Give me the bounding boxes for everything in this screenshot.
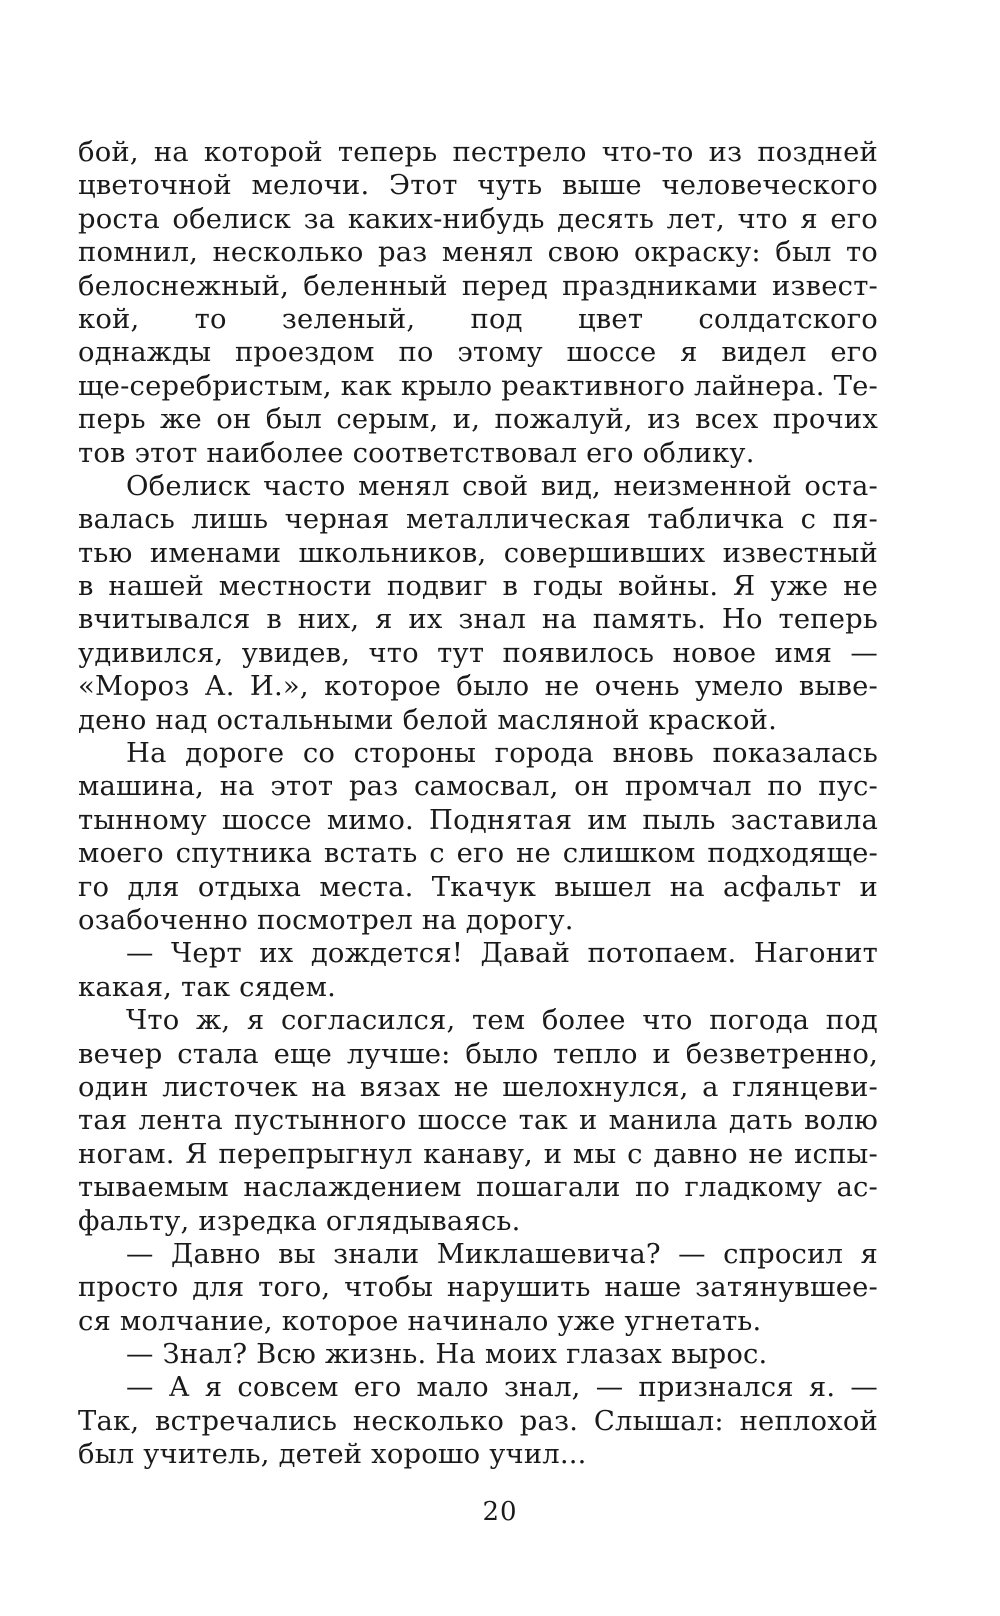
text-line: машина, на этот раз самосвал, он промчал по пус- [78, 771, 878, 803]
text-line: фальту, изредка оглядываясь. [78, 1205, 521, 1237]
text-line: помнил, несколько раз менял свою окраску: был то [78, 237, 878, 269]
text-line: просто для того, чтобы нарушить наше затянувшее- [78, 1272, 878, 1304]
text-line: дено над остальными белой масляной краской. [78, 704, 778, 736]
text-line: Что ж, я согласился, тем более что погода под [126, 1005, 878, 1037]
text-line: удивился, увидев, что тут появилось новое имя — [78, 637, 878, 669]
body-text [78, 136, 878, 1472]
text-line: вечер стала еще лучше: было тепло и безветренно, [78, 1038, 878, 1070]
text-line: Так, встречались несколько раз. Слышал: неплохой [78, 1405, 878, 1437]
text-line: — Знал? Всю жизнь. На моих глазах вырос. [126, 1339, 768, 1371]
page-number: 20 [482, 1497, 518, 1527]
text-line: кой, то зеленый, под цвет солдатского [78, 303, 878, 335]
text-line: ногам. Я перепрыгнул канаву, и мы с давно не испы- [78, 1138, 878, 1170]
text-line: белоснежный, беленный перед праздниками извест- [78, 270, 878, 302]
text-line: «Мороз А. И.», которое было не очень умело выве- [78, 671, 878, 703]
text-line: ще-серебристым, как крыло реактивного лайнера. Те- [78, 370, 878, 402]
text-line: Обелиск часто менял свой вид, неизменной оста- [126, 470, 878, 502]
text-line: — А я совсем его мало знал, — признался я. — [126, 1372, 878, 1404]
text-line: — Давно вы знали Миклашевича? — спросил я [126, 1238, 878, 1270]
text-line: роста обелиск за каких-нибудь десять лет, что я его [78, 203, 878, 235]
text-line: тью именами школьников, совершивших известный [78, 537, 878, 569]
text-line: На дороге со стороны города вновь показалась [126, 738, 878, 770]
text-line: — Черт их дождется! Давай потопаем. Нагонит [126, 938, 878, 970]
text-line: вчитывался в них, я их знал на память. Но теперь [78, 604, 878, 636]
text-line: однажды проездом по этому шоссе я видел его [78, 337, 878, 369]
text-line: тая лента пустынного шоссе так и манила дать волю [78, 1105, 878, 1137]
text-line: моего спутника встать с его не слишком подходяще- [78, 838, 878, 870]
text-line: в нашей местности подвиг в годы войны. Я уже не [78, 571, 878, 603]
text-line: валась лишь черная металлическая табличка с пя- [78, 504, 878, 536]
text-line: цветочной мелочи. Этот чуть выше человеческого [78, 170, 878, 202]
text-line: озабоченно посмотрел на дорогу. [78, 904, 574, 936]
text-line: ся молчание, которое начинало уже угнетать. [78, 1305, 762, 1337]
text-line: го для отдыха места. Ткачук вышел на асфальт и [78, 871, 878, 903]
text-line: перь же он был серым, и, пожалуй, из всех прочих [78, 404, 878, 436]
text-line: тов этот наиболее соответствовал его облику. [78, 437, 755, 469]
text-line: какая, так сядем. [78, 971, 337, 1003]
text-line: бой, на которой теперь пестрело что-то из поздней [78, 137, 878, 168]
text-line: тываемым наслаждением пошагали по гладкому ас- [78, 1172, 878, 1204]
text-line: был учитель, детей хорошо учил... [78, 1439, 587, 1471]
text-line: тынному шоссе мимо. Поднятая им пыль заставила [78, 804, 878, 836]
text-line: один листочек на вязах не шелохнулся, а глянцеви- [78, 1071, 878, 1103]
